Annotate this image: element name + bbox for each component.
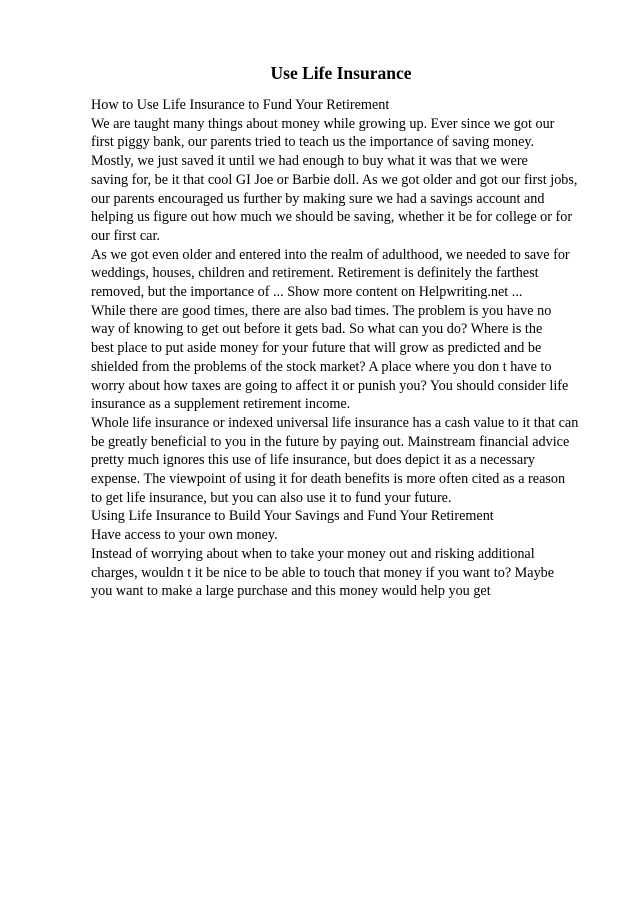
text-line: Using Life Insurance to Build Your Savings and Fund Your Retirement <box>91 508 494 525</box>
text-line: first piggy bank, our parents tried to teach us the importance of saving money. <box>91 134 535 151</box>
text-line: Instead of worrying about when to take your money out and risking additional <box>91 545 535 562</box>
document-title: Use Life Insurance <box>270 63 412 83</box>
text-line: be greatly beneficial to you in the future by paying out. Mainstream financial advice <box>91 433 570 450</box>
text-line: As we got even older and entered into the realm of adulthood, we needed to save for <box>91 246 570 263</box>
text-line: way of knowing to get out before it gets bad. So what can you do? Where is the <box>91 321 543 338</box>
text-line: While there are good times, there are also bad times. The problem is you have no <box>91 302 552 319</box>
text-line: our parents encouraged us further by making sure we had a savings account and <box>91 190 545 207</box>
text-line: best place to put aside money for your future that will grow as predicted and be <box>91 340 542 357</box>
text-line: removed, but the importance of ... Show more content on Helpwriting.net ... <box>91 284 523 301</box>
text-line: We are taught many things about money while growing up. Ever since we got our <box>91 115 555 132</box>
text-line: weddings, houses, children and retirement. Retirement is definitely the farthest <box>91 265 539 282</box>
text-line: our first car. <box>91 227 160 244</box>
text-line: pretty much ignores this use of life insurance, but does depict it as a necessary <box>91 452 536 469</box>
text-line: insurance as a supplement retirement income. <box>91 396 351 413</box>
text-line: you want to make a large purchase and this money would help you get <box>91 583 491 600</box>
text-line: worry about how taxes are going to affect it or punish you? You should consider life <box>91 377 569 394</box>
text-line: How to Use Life Insurance to Fund Your Retirement <box>91 97 390 113</box>
document-body <box>91 96 601 601</box>
text-line: Whole life insurance or indexed universal life insurance has a cash value to it that can <box>91 414 579 431</box>
text-line: charges, wouldn t it be nice to be able to touch that money if you want to? Maybe <box>91 564 555 581</box>
text-line: Have access to your own money. <box>91 527 278 544</box>
text-line: Mostly, we just saved it until we had enough to buy what it was that we were <box>91 153 528 170</box>
text-line: helping us figure out how much we should be saving, whether it be for college or for <box>91 209 573 226</box>
text-line: to get life insurance, but you can also use it to fund your future. <box>91 489 452 506</box>
text-line: shielded from the problems of the stock market? A place where you don t have to <box>91 358 552 375</box>
text-line: expense. The viewpoint of using it for death benefits is more often cited as a reason <box>91 471 566 488</box>
text-line: saving for, be it that cool GI Joe or Barbie doll. As we got older and got our first jobs, <box>91 171 578 188</box>
